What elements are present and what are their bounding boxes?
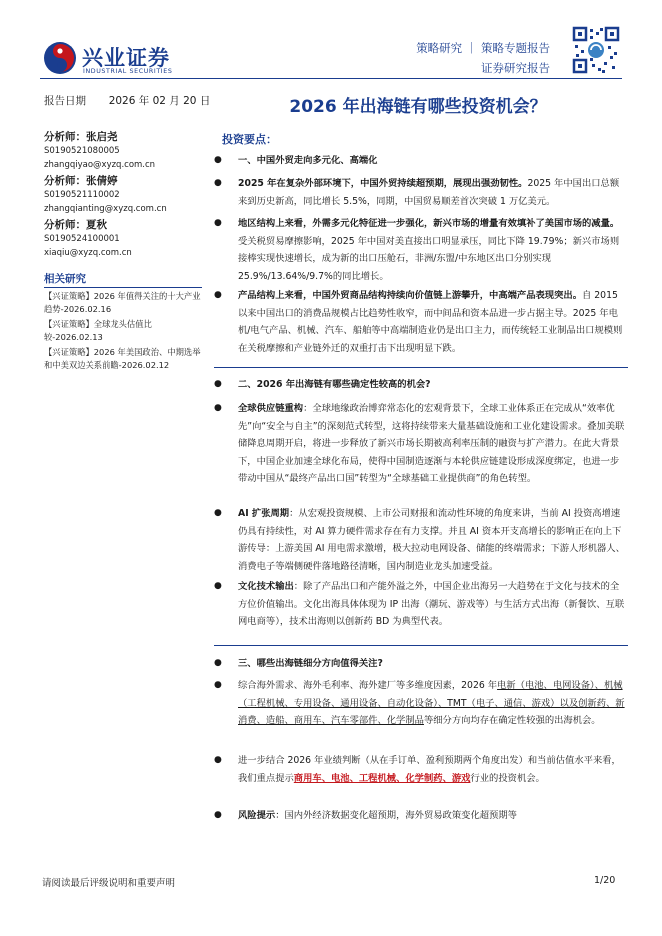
analyst-email[interactable]: zhangqiyao@xyzq.com.cn — [44, 160, 156, 170]
investment-points-heading: 投资要点： — [222, 133, 277, 146]
report-date-label: 报告日期 — [44, 95, 86, 107]
analyst-email[interactable]: xiaqiu@xyzq.com.cn — [44, 248, 132, 258]
bullet-icon: ● — [214, 290, 222, 300]
p6-bold: 文化技术输出 — [238, 581, 294, 592]
bullet-icon: ● — [214, 658, 222, 668]
section-divider — [214, 645, 628, 646]
report-date-value: 2026 年 02 月 20 日 — [108, 95, 211, 107]
bullet-icon: ● — [214, 755, 222, 765]
report-date — [44, 93, 211, 108]
risk-text: ：国内外经济数据变化超预期，海外贸易政策变化超预期等 — [275, 810, 517, 821]
p2-text: 受关税贸易摩擦影响，2025 年中国对美直接出口明显承压，同比下降 19.79%；新兴市场则接棒实现快速增长，成为新的出口压舱石，非洲/东盟/中东地区出口分别实现 25.9%/13.64%/9.7%的同比增长。 — [238, 235, 620, 282]
p3-bold: 产品结构上来看，中国外贸商品结构持续向价值链上游攀升，中高端产品表现突出。 — [238, 290, 582, 301]
bullet-icon: ● — [214, 155, 222, 165]
paragraph — [214, 400, 628, 488]
paragraph — [214, 175, 628, 210]
paragraph — [214, 807, 628, 825]
p1-bold: 2025 年在复杂外部环境下，中国外贸持续超预期，展现出强劲韧性。 — [238, 178, 528, 189]
bullet-icon: ● — [214, 178, 222, 188]
p4-text: ：全球地缘政治博弈常态化的宏观背景下，全球工业体系正在完成从“效率优先”向“安全与自主”的深刻范式转型，这将持续带来大量基础设施和工业化建设需求。叠加美联储降息周期开启，将进一步释放了新兴市场长期被高利率压制的融资与扩产潜力。在此大背景下，中国企业加速全球化布局，使得中国制造逐渐与本轮供应链建设形成深度绑定，也进一步带动中国从“最终产品出口国”转型为“全球基础工业提供商”的角色转型。 — [238, 403, 625, 484]
bullet-icon: ● — [214, 379, 222, 389]
risk-bold: 风险提示 — [238, 810, 276, 821]
section-3-heading: 三、哪些出海链细分方向值得关注? — [238, 658, 383, 669]
analyst-block — [44, 173, 202, 216]
section-heading — [214, 655, 628, 673]
analyst-name: 分析师：张倩婷 — [44, 175, 118, 187]
paragraph — [214, 505, 628, 575]
p8-text-1: 进一步结合 2026 年业绩判断（从在手订单、盈利预期两个角度出发）和当前估值水平来看，我们重点提示 — [238, 755, 621, 784]
paragraph — [214, 287, 628, 357]
industrial-securities-logo-icon — [42, 40, 78, 76]
bullet-icon: ● — [214, 581, 222, 591]
p8-text-2: 行业的投资机会。 — [470, 772, 545, 784]
header-category: 策略研究 ｜ 策略专题报告 — [416, 41, 550, 55]
analyst-block — [44, 217, 202, 260]
bullet-icon: ● — [214, 810, 222, 820]
p8-highlighted-industries: 商用车、电池、工程机械、化学制药、游戏 — [293, 772, 471, 784]
p7-underlined-sectors: 电新（电池、电网设备）、机械（工程机械、专用设备、通用设备、自动化设备）、TMT（电子、通信、游戏）以及创新药、新消费、造船、商用车、汽车零部件、化学制品 — [238, 680, 625, 726]
report-title: 2026 年出海链有哪些投资机会？ — [289, 97, 547, 117]
analyst-email[interactable]: zhangqianting@xyzq.com.cn — [44, 204, 167, 214]
p7-text-2: 等细分方向均存在确定性较强的出海机会。 — [423, 715, 601, 726]
section-2-heading: 二、2026 年出海链有哪些确定性较高的机会? — [238, 379, 431, 390]
related-research-item[interactable]: 【兴证策略】2026 年美国政治、中期选举和中美双边关系前瞻-2026.02.12 — [44, 347, 201, 370]
analyst-cert: S0190521110002 — [44, 190, 120, 200]
page-number: 1/20 — [594, 875, 616, 886]
header-doc-type: 证券研究报告 — [481, 61, 550, 75]
header-divider — [40, 78, 622, 79]
p6-text: ：除了产品出口和产能外溢之外，中国企业出海另一大趋势在于文化与技术的全方位价值输出。文化出海具体体现为 IP 出海（潮玩、游戏等）与生活方式出海（新餐饮、互联网电商等），技术出海则以创新药 BD 为典型代表。 — [238, 581, 625, 627]
related-research-title: 相关研究 — [44, 273, 86, 285]
header-report-type — [416, 38, 550, 78]
related-research-divider — [44, 287, 202, 288]
paragraph — [214, 752, 628, 787]
section-divider — [214, 367, 628, 368]
company-logo — [42, 40, 222, 80]
p1-text: 2025 年中国出口总额来到历史新高，同比增长 5.5%，同期，中国贸易顺差首次突破 1 万亿美元。 — [238, 178, 620, 207]
p2-bold: 地区结构上来看，外需多元化特征进一步强化，新兴市场的增量有效填补了美国市场的减量。 — [238, 218, 620, 229]
bullet-icon: ● — [214, 403, 222, 413]
analyst-cert: S0190524100001 — [44, 234, 120, 244]
paragraph — [214, 578, 628, 631]
company-name-cn: 兴业证券 — [82, 46, 170, 70]
p7-text-1: 综合海外需求、海外毛利率、海外建厂等多维度因素，2026 年 — [238, 680, 498, 691]
analyst-cert: S0190521080005 — [44, 146, 120, 156]
p5-bold: AI 扩张周期 — [238, 508, 290, 519]
related-research-item[interactable]: 【兴证策略】2026 年值得关注的十大产业趋势-2026.02.16 — [44, 291, 201, 314]
analyst-name: 分析师：张启尧 — [44, 131, 118, 143]
related-research-list — [44, 290, 202, 372]
qr-code-icon — [572, 26, 620, 74]
related-research-item[interactable]: 【兴证策略】全球龙头估值比较-2026.02.13 — [44, 319, 152, 342]
section-heading — [214, 152, 628, 170]
section-1-heading: 一、中国外贸走向多元化、高端化 — [238, 155, 378, 166]
analyst-block — [44, 129, 202, 172]
analyst-name: 分析师：夏秋 — [44, 219, 107, 231]
paragraph — [214, 677, 628, 730]
paragraph — [214, 215, 628, 285]
footer-disclaimer[interactable]: 请阅读最后评级说明和重要声明 — [42, 878, 176, 889]
bullet-icon: ● — [214, 218, 222, 228]
p5-text: ：从宏观投资规模、上市公司财报和流动性环境的角度来讲，当前 AI 投资高增速仍具有持续性，对 AI 算力硬件需求存在有力支撑。并且 AI 资本开支高增长的影响正在向上下游传导：上游美国 AI 用电需求激增，极大拉动电网设备、储能的终端需求；下游人形机器人、消费电子等端侧硬件落地路径清晰，国内制造业龙头加速受益。 — [238, 508, 625, 572]
p3-text: 自 2015 以来中国出口的消费品规模占比趋势性收窄，而中间品和资本品进一步占据主导。2025 年电机/电气产品、机械、汽车、船舶等中高端制造业仍是出口主力，而传统轻工业制品出口规模则在关税摩擦和产业链外迁的双重打击下出现明显下跌。 — [238, 290, 623, 354]
p4-bold: 全球供应链重构 — [238, 403, 304, 414]
bullet-icon: ● — [214, 508, 222, 518]
company-name-en: INDUSTRIAL SECURITIES — [83, 68, 173, 75]
section-heading — [214, 376, 628, 394]
bullet-icon: ● — [214, 680, 222, 690]
